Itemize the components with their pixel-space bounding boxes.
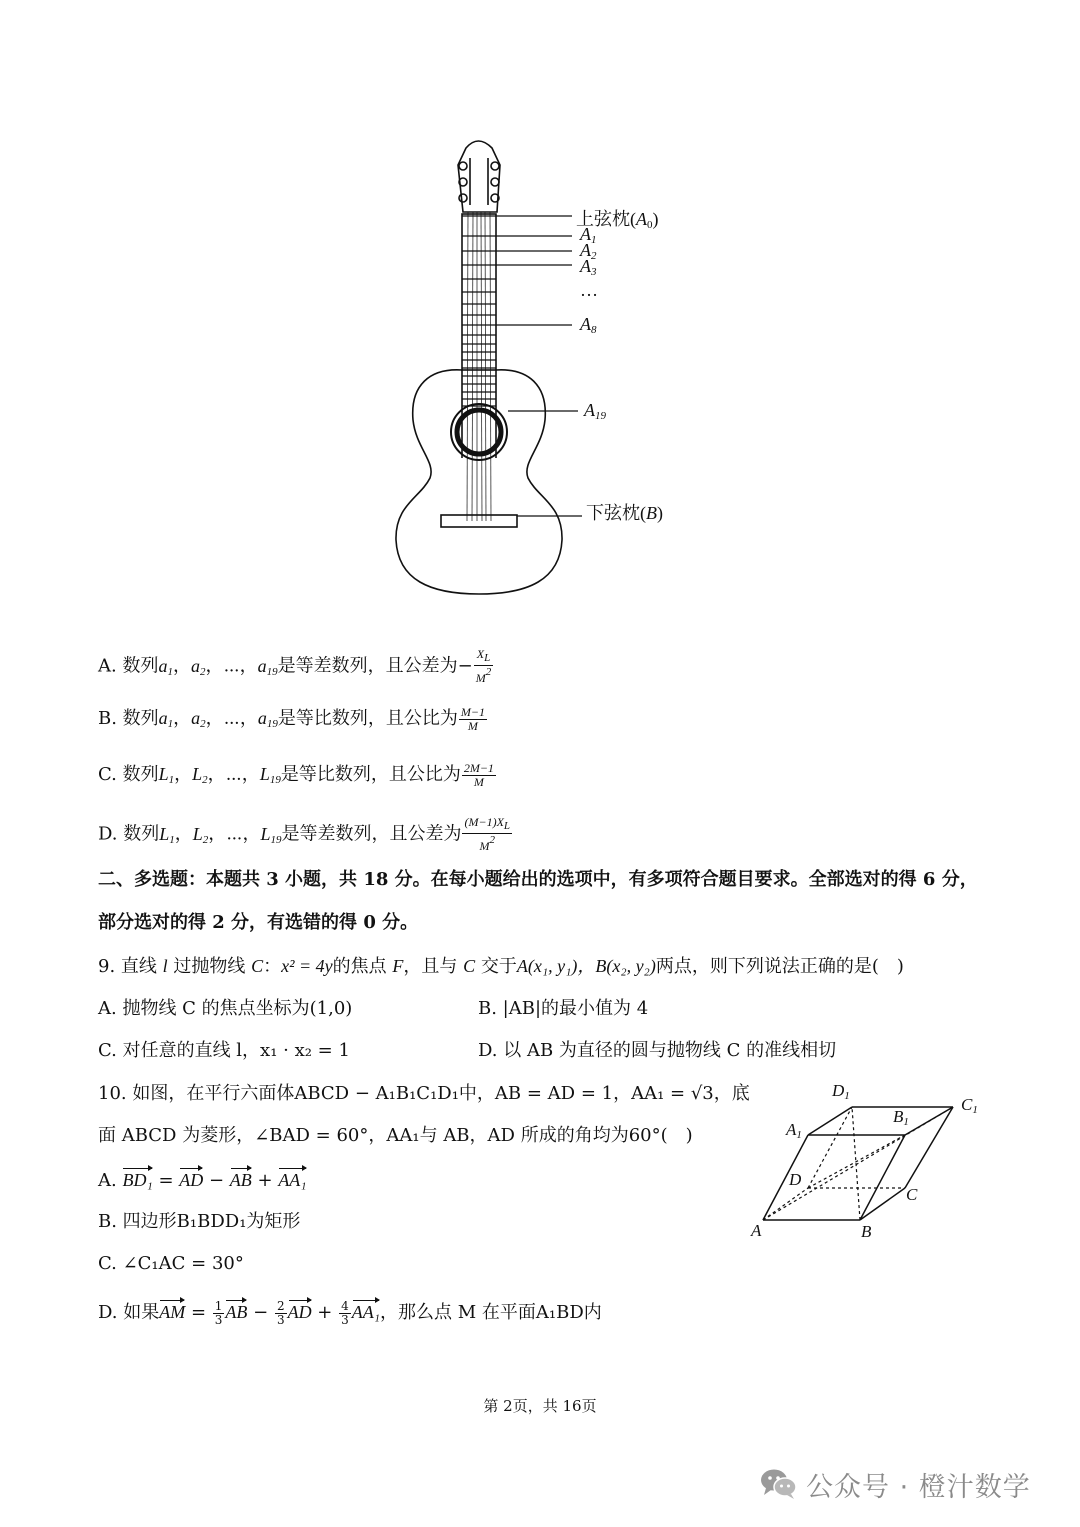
q8d-num: (M−1)X: [464, 815, 504, 829]
vec-am: AM: [159, 1298, 185, 1326]
section2-heading-line2: 部分选对的得 2 分，有选错的得 0 分。: [98, 912, 419, 933]
q8a-num-sub: L: [484, 652, 491, 664]
q10d-suffix: ，那么点 M 在平面A₁BD内: [380, 1302, 602, 1323]
a19-var: A: [584, 400, 595, 420]
frac1-num: 1: [214, 1298, 223, 1313]
q9-stem-a: 9. 直线: [98, 956, 163, 977]
frac2-den: 3: [276, 1312, 285, 1327]
fig-label-C: C: [906, 1185, 918, 1204]
q8a-num: X: [476, 647, 485, 661]
q10d-prefix: D. 如果: [98, 1302, 160, 1323]
q8d-prefix: D. 数列: [98, 823, 160, 845]
fig-B1-var: B: [893, 1107, 904, 1126]
q9-stem-points: A(x₁, y₁)，B(x₂, y₂): [516, 956, 656, 976]
q10-option-b: B. 四边形B₁BDD₁为矩形: [98, 1211, 301, 1232]
q8b-num: M−1: [460, 704, 485, 719]
a8-sub: 8: [591, 324, 597, 336]
q10d-frac3: [339, 1300, 351, 1327]
fig-C1-var: C: [961, 1095, 973, 1114]
label-a8: [580, 314, 597, 336]
q10-stem-line2: 面 ABCD 为菱形，∠BAD = 60°，AA₁与 AB，AD 所成的角均为60°( ): [98, 1125, 693, 1146]
vec-ad-d: AD: [288, 1298, 312, 1326]
q8-option-b: B. 数列$a_1$，$a_2$，⋯，$a_{19}$是等比数列，且公比为 $\frac{M-1}{M}$: [98, 704, 485, 733]
q8d-den: M: [479, 839, 490, 853]
q10d-frac2: [275, 1300, 287, 1327]
fig-A1-sub: 1: [796, 1129, 802, 1141]
q10-option-d: D. 如果AM = $\frac{1}{3}$ AB − $\frac{2}{3}$ AD + $\frac{4}{3}$ AA₁，那么点 M 在平面A₁BD内: [98, 1298, 602, 1327]
fig-D1-var: D: [832, 1081, 845, 1100]
q8c-mid: 是等比数列，且公比为: [280, 764, 461, 785]
q9-option-a: A. 抛物线 C 的焦点坐标为(1,0): [98, 998, 353, 1019]
q8a-mid: 是等差数列，且公差为−: [277, 655, 473, 677]
q8d-mid: 是等差数列，且公差为: [281, 823, 462, 845]
fig-label-B: B: [861, 1222, 872, 1241]
lower-nut-var: B: [646, 503, 657, 523]
guitar-figure: [380, 130, 710, 600]
a2-var: A: [580, 240, 591, 260]
label-lower-nut: [586, 499, 663, 525]
guitar-drawing: [380, 130, 710, 600]
vec-aa1-d: AA₁: [352, 1298, 380, 1326]
q9-stem-g: ，且与: [403, 956, 464, 977]
a1-var: A: [580, 224, 591, 244]
label-a3: [580, 256, 597, 278]
page-footer: 第 2页，共 16页: [483, 1397, 597, 1415]
q8b-den: M: [467, 718, 478, 733]
fig-label-D1: [832, 1081, 850, 1102]
fig-A1-var: A: [786, 1120, 797, 1139]
upper-nut-close: ): [652, 209, 659, 229]
frac3-den: 3: [341, 1312, 349, 1327]
q9-stem-h: 交于: [475, 956, 517, 977]
q9-stem-e: 的焦点: [332, 956, 393, 977]
a2-sub: 2: [591, 250, 597, 262]
label-ellipsis: …: [580, 280, 598, 300]
q8a-den-sup: 2: [485, 666, 492, 678]
q10a-prefix: A.: [98, 1170, 123, 1191]
vec-aa1: AA₁: [278, 1166, 306, 1194]
vec-ad: AD: [179, 1166, 203, 1194]
q9-option-d: D. 以 AB 为直径的圆与抛物线 C 的准线相切: [478, 1040, 837, 1061]
section2-heading-line1: 二、多选题：本题共 3 小题，共 18 分。在每小题给出的选项中，有多项符合题目要求。全部选对的得 6 分，: [98, 869, 978, 890]
q8d-num-sub: L: [503, 820, 511, 832]
q8b-mid: 是等比数列，且公比为: [277, 708, 458, 729]
q9-stem-i: 两点，则下列说法正确的是( ): [655, 956, 904, 977]
vec-ab-d: AB: [225, 1298, 247, 1326]
fig-label-B1: [893, 1107, 909, 1128]
q10d-frac1: [213, 1300, 225, 1327]
wechat-icon: [760, 1468, 798, 1500]
frac3-num: 4: [341, 1298, 349, 1313]
q8a-prefix: A. 数列: [98, 655, 159, 677]
q9-stem-b: 过抛物线: [167, 956, 252, 977]
fig-label-A1: [786, 1120, 802, 1141]
q8c-den: M: [473, 774, 484, 789]
q8d-fraction: [462, 816, 512, 853]
q10-option-a: A. BD₁ = AD − AB + AA₁: [98, 1166, 307, 1195]
q9-stem-eq: x² = 4y: [281, 956, 333, 976]
q9-stem: [98, 952, 904, 981]
q9-stem-f: F: [392, 956, 404, 976]
a8-var: A: [580, 314, 591, 334]
vec-ab: AB: [230, 1166, 252, 1194]
a1-sub: 1: [591, 234, 597, 246]
q8-option-d: D. 数列$L_1$，$L_2$，⋯，$L_{19}$是等差数列，且公差为 $\frac{(M-1)X_L}{M^2}$: [98, 815, 511, 853]
q8a-fraction: [474, 648, 494, 685]
upper-nut-var: A: [636, 209, 647, 229]
a3-sub: 3: [591, 266, 597, 278]
upper-nut-sub: 0: [647, 219, 653, 231]
vec-bd1: BD₁: [122, 1166, 152, 1194]
lower-nut-close: ): [657, 503, 663, 523]
a19-sub: 19: [595, 410, 606, 422]
q8d-den-sup: 2: [489, 834, 495, 846]
q10-option-c: C. ∠C₁AC = 30°: [98, 1253, 244, 1274]
watermark: [760, 1464, 1031, 1504]
q9-stem-l: l: [162, 956, 168, 976]
frac2-num: 2: [276, 1298, 285, 1313]
fig-label-C1: [961, 1095, 978, 1116]
q9-stem-c: C: [251, 956, 264, 976]
a3-var: A: [580, 256, 591, 276]
fig-label-A: A: [751, 1221, 762, 1240]
q8-option-c: C. 数列$L_1$，$L_2$，⋯，$L_{19}$是等比数列，且公比为 $\frac{2M-1}{M}$: [98, 760, 494, 789]
q9-stem-c2: C: [463, 956, 476, 976]
fig-C1-sub: 1: [972, 1104, 978, 1116]
fig-D1-sub: 1: [844, 1090, 850, 1102]
q8a-den: M: [475, 671, 486, 685]
fig-B1-sub: 1: [903, 1116, 909, 1128]
q8-option-a: A. 数列$a_1$，$a_2$，⋯，$a_{19}$是等差数列，且公差为− $\frac{X_L}{M^2}$: [98, 647, 492, 685]
frac1-den: 3: [214, 1312, 223, 1327]
q10-stem-line1: 10. 如图，在平行六面体ABCD − A₁B₁C₁D₁中，AB = AD = 1，AA₁ = √3，底: [98, 1083, 750, 1104]
q8c-prefix: C. 数列: [98, 764, 159, 785]
q8c-fraction: [462, 762, 496, 789]
watermark-text: 公众号 · 橙汁数学: [806, 1471, 1031, 1503]
label-a19: [584, 400, 606, 422]
fig-label-D: D: [789, 1170, 802, 1189]
lower-nut-text: 下弦枕(: [586, 503, 646, 523]
q9-option-b: B. |AB|的最小值为 4: [478, 998, 649, 1019]
q8c-num: 2M−1: [463, 760, 494, 775]
q8b-fraction: [459, 706, 487, 733]
q8b-prefix: B. 数列: [98, 708, 159, 729]
q9-option-c: C. 对任意的直线 l，x₁ · x₂ = 1: [98, 1040, 350, 1061]
q9-stem-d: ：: [263, 956, 282, 977]
upper-nut-text: 上弦枕(: [576, 209, 636, 229]
